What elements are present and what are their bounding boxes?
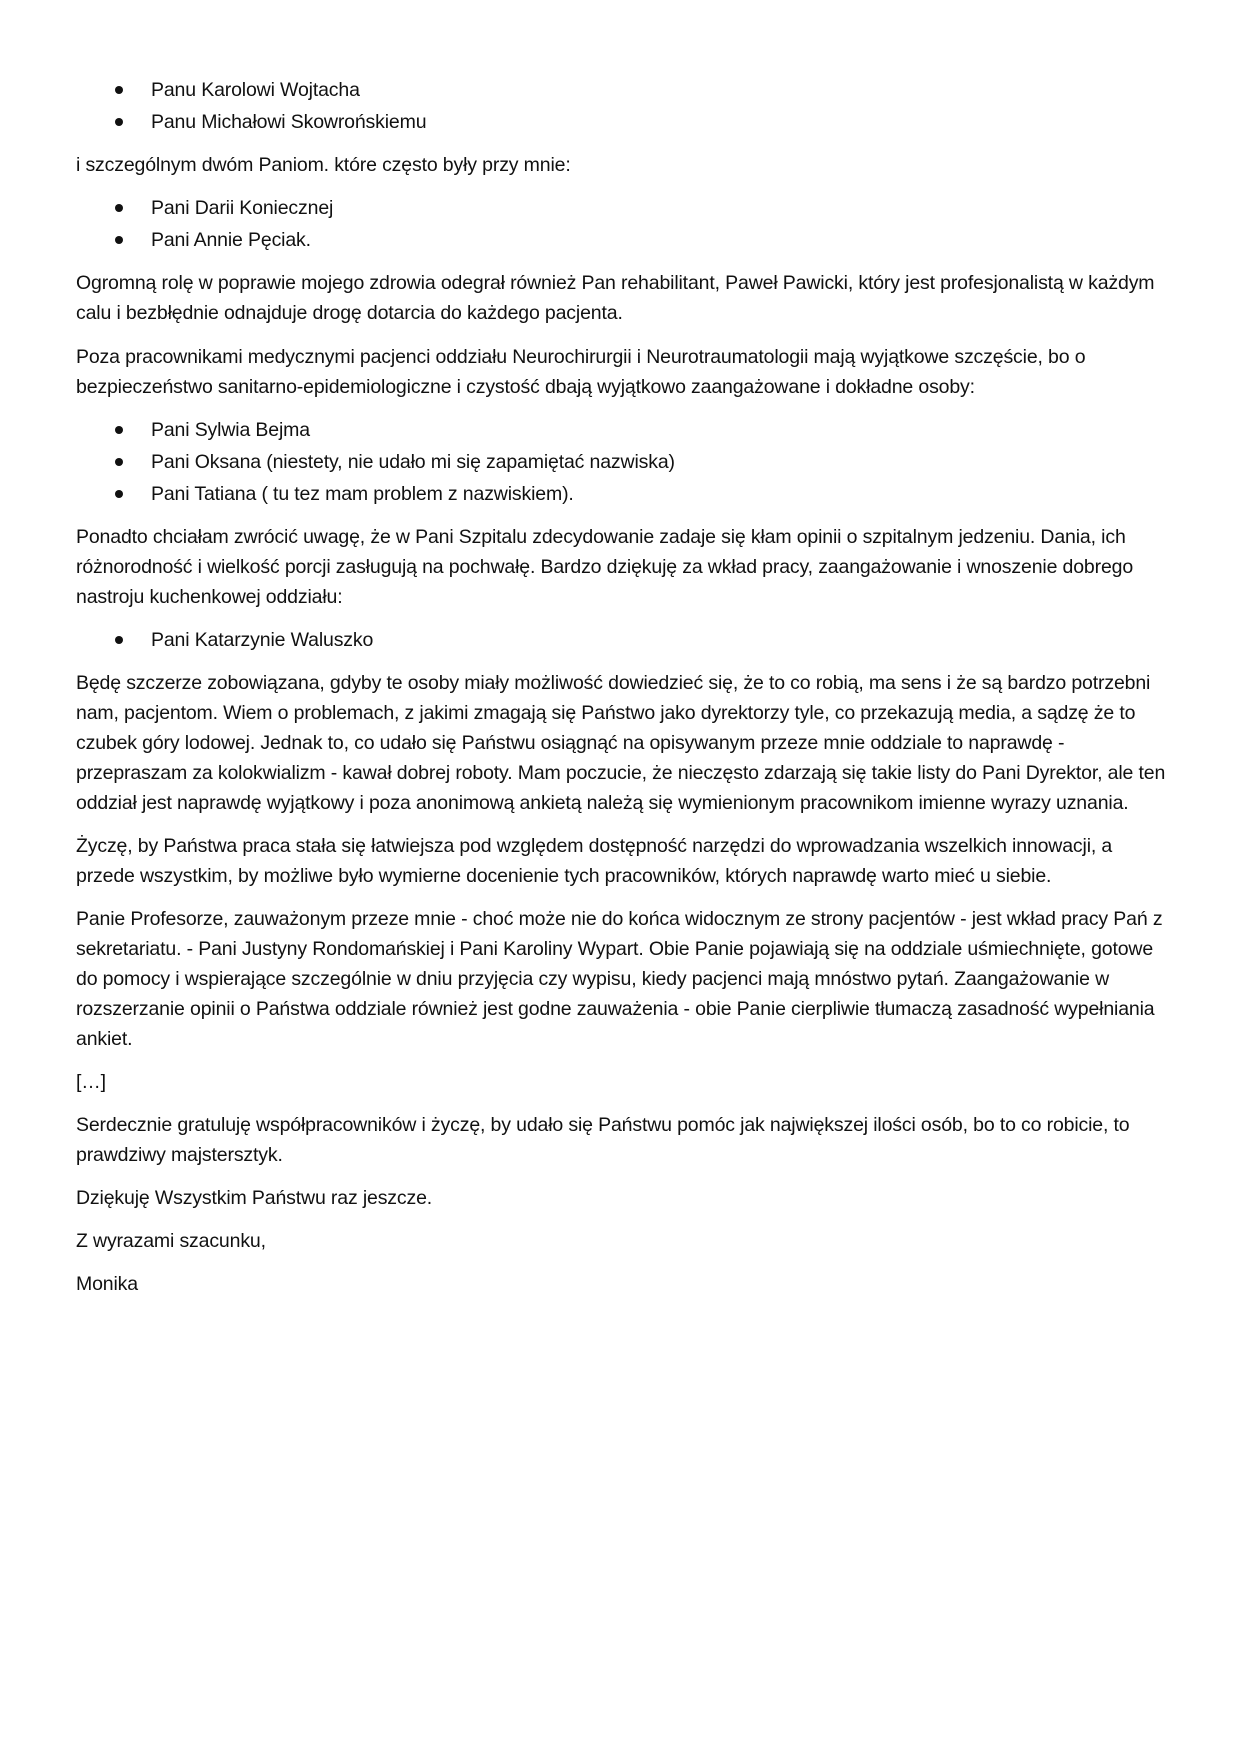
paragraph: Życzę, by Państwa praca stała się łatwiejsza pod względem dostępność narzędzi do wprowadzania wszelkich innowacji, a przede wszystkim, by możliwe było wymierne docenienie tych pracowników, których naprawdę warto mieć u siebie. xyxy=(76,835,1113,887)
list-item-text: Pani Katarzynie Waluszko xyxy=(151,629,374,651)
list-item xyxy=(76,478,1166,510)
bullet-icon xyxy=(115,86,123,94)
bullet-icon xyxy=(115,204,123,212)
paragraph: Panie Profesorze, zauważonym przeze mnie - choć może nie do końca widocznym ze strony pacjentów - jest wkład pracy Pań z sekretariatu. - Pani Justyny Rondomańskiej i Pani Karoliny Wypart. Obie Panie pojawiają się na oddziale uśmiechnięte, gotowe do pomocy i wspierające szczególnie w dniu przyjęcia czy wypisu, kiedy pacjenci mają mnóstwo pytań. Zaangażowanie w rozszerzanie opinii o Państwa oddziale również jest godne zauważenia - obie Panie cierpliwie tłumaczą zasadność wypełniania ankiet. xyxy=(76,908,1163,1050)
list-item-text: Pani Darii Koniecznej xyxy=(151,197,334,219)
list-item xyxy=(76,446,1166,478)
signature-name: Monika xyxy=(76,1273,138,1295)
list-item-text: Pani Oksana (niestety, nie udało mi się zapamiętać nazwiska) xyxy=(151,451,675,473)
list-item xyxy=(76,106,1166,138)
bullet-list-ladies xyxy=(76,192,1166,256)
paragraph: Ogromną rolę w poprawie mojego zdrowia odegrał również Pan rehabilitant, Paweł Pawicki, który jest profesjonalistą w każdym calu i bezbłędnie odnajduje drogę dotarcia do każdego pacjenta. xyxy=(76,272,1155,324)
list-item xyxy=(76,192,1166,224)
list-item-text: Panu Karolowi Wojtacha xyxy=(151,79,360,101)
list-item xyxy=(76,224,1166,256)
closing-salutation: Z wyrazami szacunku, xyxy=(76,1230,266,1252)
bullet-list-cleaning-staff xyxy=(76,414,1166,510)
paragraph-ellipsis: […] xyxy=(76,1071,106,1093)
list-item-text: Pani Sylwia Bejma xyxy=(151,419,310,441)
paragraph: Będę szczerze zobowiązana, gdyby te osoby miały możliwość dowiedzieć się, że to co robią, ma sens i że są bardzo potrzebni nam, pacjentom. Wiem o problemach, z jakimi zmagają się Państwo jako dyrektorzy tyle, co przekazują media, a sądzę że to czubek góry lodowej. Jednak to, co udało się Państwu osiągnąć na opisywanym przeze mnie oddziale to naprawdę - przepraszam za kolokwializm - kawał dobrej roboty. Mam poczucie, że nieczęsto zdarzają się takie listy do Pani Dyrektor, ale ten oddział jest naprawdę wyjątkowy i poza anonimową ankietą należą się wymienionym pracownikom imienne wyrazy uznania. xyxy=(76,672,1166,814)
list-item xyxy=(76,414,1166,446)
bullet-icon xyxy=(115,236,123,244)
paragraph: Serdecznie gratuluję współpracowników i życzę, by udało się Państwu pomóc jak największej ilości osób, bo to co robicie, to prawdziwy majstersztyk. xyxy=(76,1114,1130,1166)
bullet-icon xyxy=(115,458,123,466)
list-item-text: Panu Michałowi Skowrońskiemu xyxy=(151,111,427,133)
paragraph: i szczególnym dwóm Paniom. które często były przy mnie: xyxy=(76,154,571,176)
bullet-icon xyxy=(115,426,123,434)
bullet-icon xyxy=(115,636,123,644)
bullet-icon xyxy=(115,118,123,126)
paragraph: Poza pracownikami medycznymi pacjenci oddziału Neurochirurgii i Neurotraumatologii mają wyjątkowe szczęście, bo o bezpieczeństwo sanitarno-epidemiologiczne i czystość dbają wyjątkowo zaangażowane i dokładne osoby: xyxy=(76,346,1086,398)
paragraph: Ponadto chciałam zwrócić uwagę, że w Pani Szpitalu zdecydowanie zadaje się kłam opinii o szpitalnym jedzeniu. Dania, ich różnorodność i wielkość porcji zasługują na pochwałę. Bardzo dziękuję za wkład pracy, zaangażowanie i wnoszenie dobrego nastroju kuchenkowej oddziału: xyxy=(76,526,1134,608)
list-item xyxy=(76,74,1166,106)
list-item-text: Pani Annie Pęciak. xyxy=(151,229,311,251)
bullet-list-kitchen xyxy=(76,624,1166,656)
bullet-list-staff xyxy=(76,74,1166,138)
list-item xyxy=(76,624,1166,656)
list-item-text: Pani Tatiana ( tu tez mam problem z nazwiskiem). xyxy=(151,483,574,505)
paragraph-thanks: Dziękuję Wszystkim Państwu raz jeszcze. xyxy=(76,1187,433,1209)
bullet-icon xyxy=(115,490,123,498)
letter-body xyxy=(76,74,1166,1299)
